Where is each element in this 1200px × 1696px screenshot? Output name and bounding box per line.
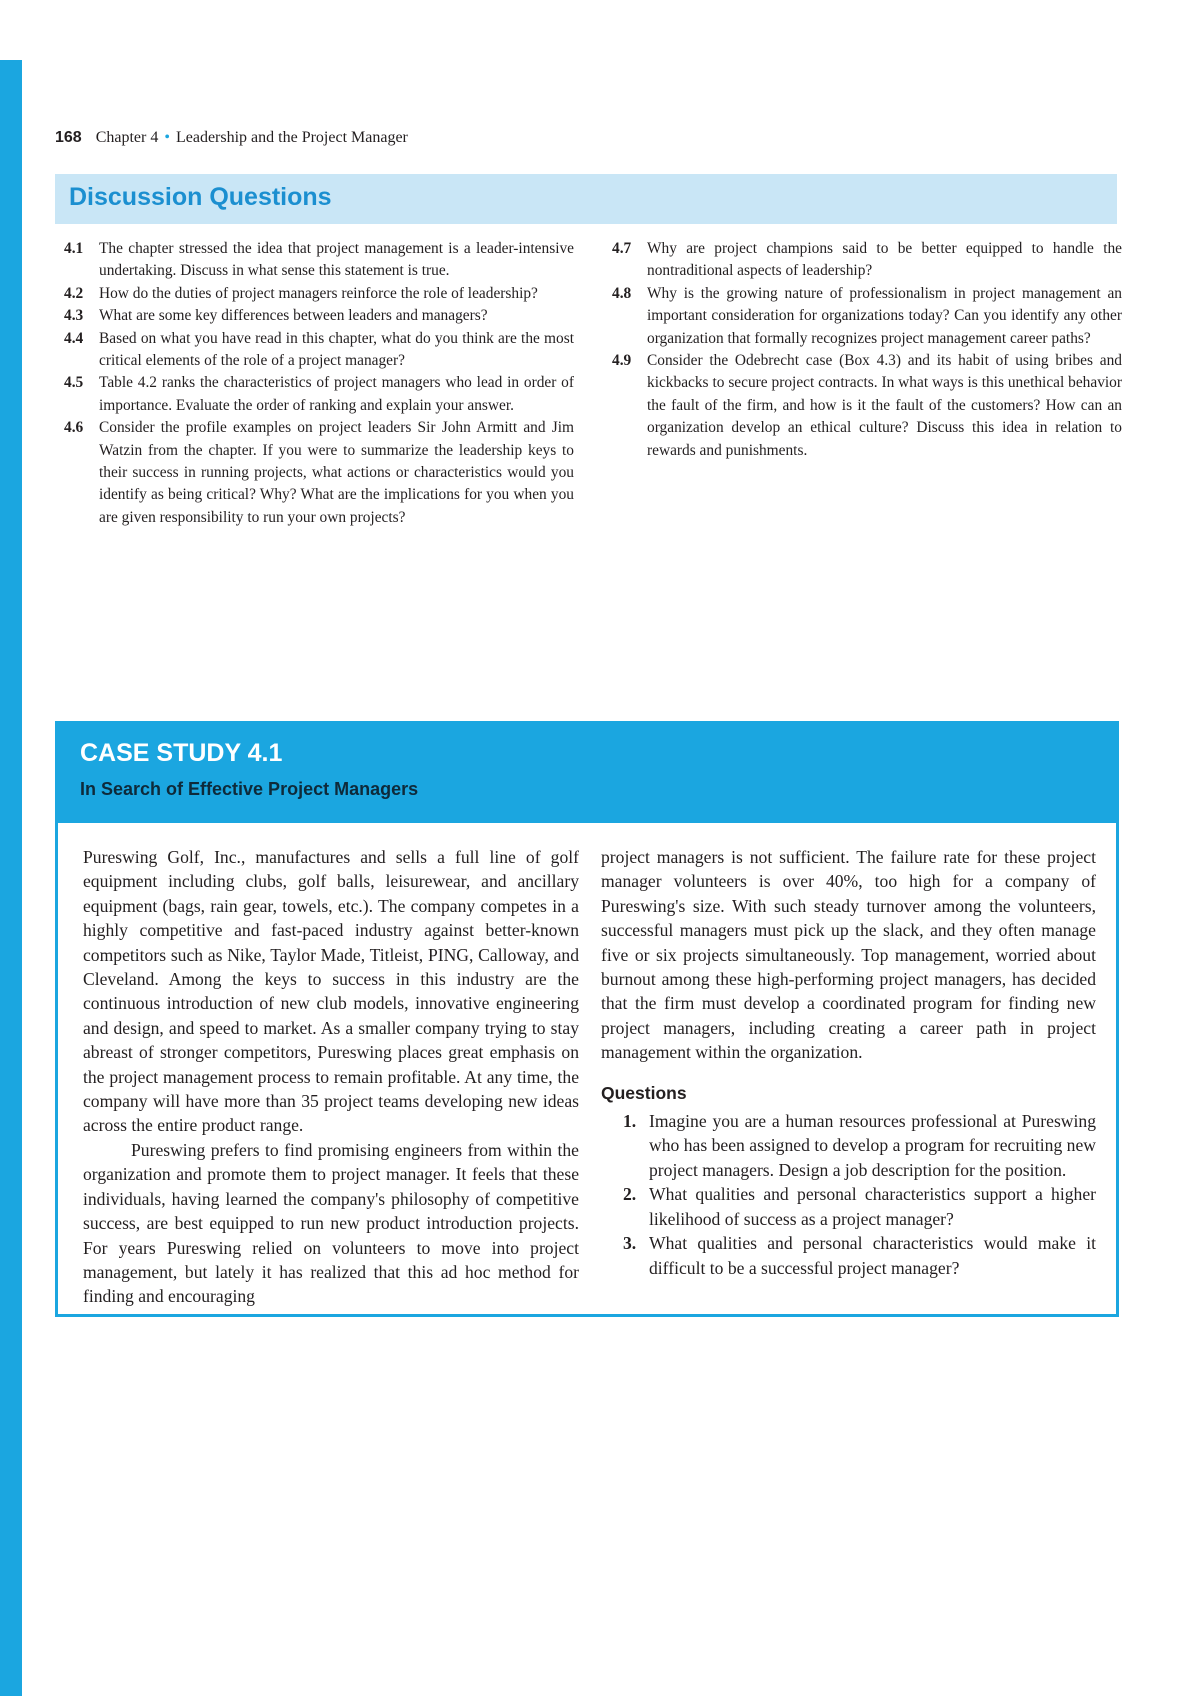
case-paragraph: Pureswing prefers to find promising engineers from within the organization and promote them to project manager. It feels that these individuals, having learned the company's philosophy of competitive success, are best equipped to run new product introduction projects. For years Pureswing relied on volunteers to move into project management, but lately it has realized that this ad hoc method for finding and encouraging	[83, 1139, 579, 1307]
question-number: 4.3	[64, 307, 84, 325]
question-text: Table 4.2 ranks the characteristics of project managers who lead in order of importance. Evaluate the order of ranking and explain your answer.	[99, 374, 574, 414]
discussion-question	[64, 238, 574, 283]
case-question-text: Imagine you are a human resources professional at Pureswing who has been assigned to develop a program for recruiting new project managers. Design a job description for the position.	[649, 1111, 1096, 1180]
question-text: What are some key differences between leaders and managers?	[99, 307, 488, 325]
case-study-column-left	[83, 845, 579, 1309]
question-text: Based on what you have read in this chapter, what do you think are the most critical elements of the role of a project manager?	[99, 329, 574, 370]
page-edge-bar	[0, 60, 22, 1696]
case-question-number: 2.	[623, 1184, 637, 1205]
case-study-column-right	[601, 845, 1096, 1280]
question-text: Why are project champions said to be better equipped to handle the nontraditional aspects of leadership?	[647, 240, 1122, 280]
case-paragraph: project managers is not sufficient. The failure rate for these project manager volunteers is over 40%, too high for a company of Pureswing's size. With such steady turnover among the volunteers, successful managers must pick up the slack, and they often manage five or six projects simultaneously. Top management, worried about burnout among these high-performing project managers, has decided that the firm must develop a coordinated program for finding new project managers, including creating a career path in project management within the organization.	[601, 847, 1096, 1063]
page-number: 168	[55, 129, 82, 146]
case-study-box	[55, 721, 1119, 1317]
section-title: Leadership and the Project Manager	[175, 129, 408, 146]
case-study-label: CASE STUDY 4.1	[80, 739, 283, 767]
case-study-title: In Search of Effective Project Managers	[80, 779, 419, 799]
discussion-question	[64, 283, 574, 305]
discussion-question	[612, 238, 1122, 283]
case-question-text: What qualities and personal characteristics would make it difficult to be a successful project manager?	[649, 1233, 1096, 1278]
case-question-text: What qualities and personal characteristics support a higher likelihood of success as a project manager?	[649, 1184, 1096, 1229]
question-number: 4.1	[64, 240, 84, 257]
case-question	[601, 1182, 1096, 1231]
case-study-header	[58, 724, 1116, 823]
question-number: 4.8	[612, 284, 632, 302]
running-head	[55, 129, 408, 147]
question-number: 4.4	[64, 329, 84, 347]
chapter-label: Chapter 4	[95, 129, 159, 146]
separator-dot: •	[164, 129, 170, 146]
discussion-question	[612, 350, 1122, 462]
discussion-question	[64, 328, 574, 373]
question-number: 4.9	[612, 352, 632, 370]
question-text: The chapter stressed the idea that project management is a leader-intensive undertaking. Discuss in what sense this statement is true.	[99, 240, 574, 280]
discussion-question	[64, 372, 574, 417]
question-number: 4.6	[64, 419, 84, 437]
discussion-question	[64, 305, 574, 327]
discussion-column-right	[612, 238, 1122, 462]
case-question-number: 3.	[623, 1233, 637, 1254]
discussion-title: Discussion Questions	[69, 183, 332, 211]
case-question-number: 1.	[623, 1111, 637, 1132]
case-paragraph: Pureswing Golf, Inc., manufactures and sells a full line of golf equipment including clubs, golf balls, leisurewear, and ancillary equipment (bags, rain gear, towels, etc.). The company competes in a highly competitive and fast-paced industry against better-known competitors such as Nike, Taylor Made, Titleist, PING, Calloway, and Cleveland. Among the keys to success in this industry are the continuous introduction of new club models, innovative engineering and design, and speed to market. As a smaller company trying to stay abreast of stronger competitors, Pureswing places great emphasis on the project management process to remain profitable. At any time, the company will have more than 35 project teams developing new ideas across the entire product range.	[83, 847, 579, 1136]
discussion-column-left	[64, 238, 574, 529]
question-number: 4.5	[64, 374, 84, 392]
question-text: How do the duties of project managers reinforce the role of leadership?	[99, 284, 538, 302]
questions-heading: Questions	[601, 1082, 687, 1103]
question-text: Consider the Odebrecht case (Box 4.3) and its habit of using bribes and kickbacks to secure project contracts. In what ways is this unethical behavior the fault of the firm, and how is it the fault of the customers? How can an organization develop an ethical culture? Discuss this idea in relation to rewards and punishments.	[647, 352, 1122, 459]
discussion-banner	[55, 174, 1117, 224]
discussion-question	[64, 417, 574, 529]
question-text: Consider the profile examples on project leaders Sir John Armitt and Jim Watzin from the chapter. If you were to summarize the leadership keys to their success in running projects, what actions or characteristics would you identify as being critical? Why? What are the implications for you when you are given responsibility to run your own projects?	[99, 419, 574, 526]
question-number: 4.2	[64, 284, 84, 302]
case-question	[601, 1109, 1096, 1182]
case-question	[601, 1231, 1096, 1280]
discussion-question	[612, 283, 1122, 350]
question-text: Why is the growing nature of professionalism in project management an important consideration for organizations today? Can you identify any other organization that formally recognizes project management career paths?	[647, 284, 1122, 347]
question-number: 4.7	[612, 240, 632, 257]
